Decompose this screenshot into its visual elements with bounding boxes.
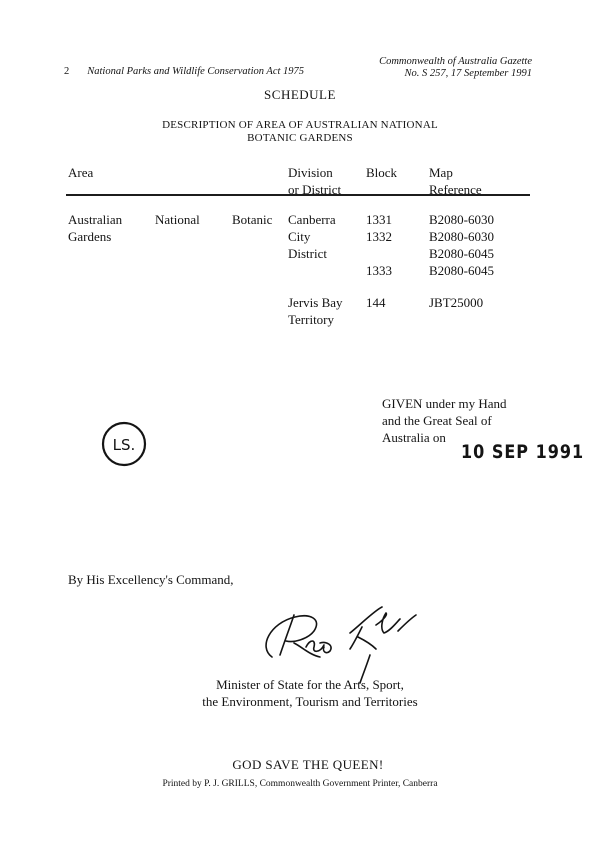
minister-line-2: the Environment, Tourism and Territories: [202, 694, 418, 709]
map-ref-cell: B2080-6030: [429, 212, 494, 227]
division-header-line-2: or District: [288, 182, 342, 197]
division-cell: Canberra: [288, 212, 336, 227]
schedule-heading: SCHEDULE: [264, 87, 336, 102]
column-header-map: [429, 164, 482, 198]
given-line-2: and the Great Seal of: [382, 413, 492, 428]
table-header-rule: [66, 194, 530, 196]
handwritten-signature: [250, 585, 430, 685]
block-cell: 1333: [366, 263, 392, 278]
area-word: Botanic: [232, 212, 273, 227]
map-ref-cell: B2080-6045: [429, 263, 494, 278]
minister-line-1: Minister of State for the Arts, Sport,: [216, 677, 404, 692]
column-header-area: Area: [68, 165, 94, 180]
column-header-block: Block: [366, 165, 398, 180]
printer-line: Printed by P. J. GRILLS, Commonwealth Government Printer, Canberra: [162, 779, 438, 789]
command-line: By His Excellency's Command,: [68, 572, 234, 587]
division-cell: Jervis Bay: [288, 295, 343, 310]
locus-sigilli-seal: [100, 420, 148, 468]
division-cell: Territory: [288, 312, 335, 327]
map-ref-cell: B2080-6045: [429, 246, 494, 261]
description-line-1: DESCRIPTION OF AREA OF AUSTRALIAN NATIONAL: [162, 119, 438, 131]
schedule-description: [0, 119, 600, 145]
page-number: 2: [64, 66, 70, 77]
given-statement: [382, 395, 542, 446]
division-cell: District: [288, 246, 327, 261]
date-stamp: 10 SEP 1991: [461, 440, 585, 463]
map-ref-cell: B2080-6030: [429, 229, 494, 244]
given-line-3: Australia on: [382, 430, 446, 445]
given-line-1: GIVEN under my Hand: [382, 396, 507, 411]
block-cell: 1332: [366, 229, 392, 244]
running-header-left: [64, 66, 304, 77]
description-line-2: BOTANIC GARDENS: [247, 132, 353, 144]
running-header-right: [379, 56, 532, 80]
area-word: Australian: [68, 212, 123, 227]
map-header-line-1: Map: [429, 165, 453, 180]
map-header-line-2: Reference: [429, 182, 482, 197]
gazette-issue: No. S 257, 17 September 1991: [404, 68, 532, 79]
area-word: National: [155, 212, 200, 227]
map-ref-cell: JBT25000: [429, 295, 484, 310]
closing-line: GOD SAVE THE QUEEN!: [232, 757, 384, 772]
area-word: Gardens: [68, 229, 112, 244]
seal-text: LS.: [112, 436, 136, 454]
block-cell: 1331: [366, 212, 392, 227]
block-cell: 144: [366, 295, 386, 310]
minister-title: [0, 676, 600, 710]
column-header-division: [288, 164, 341, 198]
division-header-line-1: Division: [288, 165, 333, 180]
act-title: National Parks and Wildlife Conservation Act 1975: [87, 66, 305, 77]
division-cell: City: [288, 229, 311, 244]
gazette-title: Commonwealth of Australia Gazette: [379, 56, 532, 67]
